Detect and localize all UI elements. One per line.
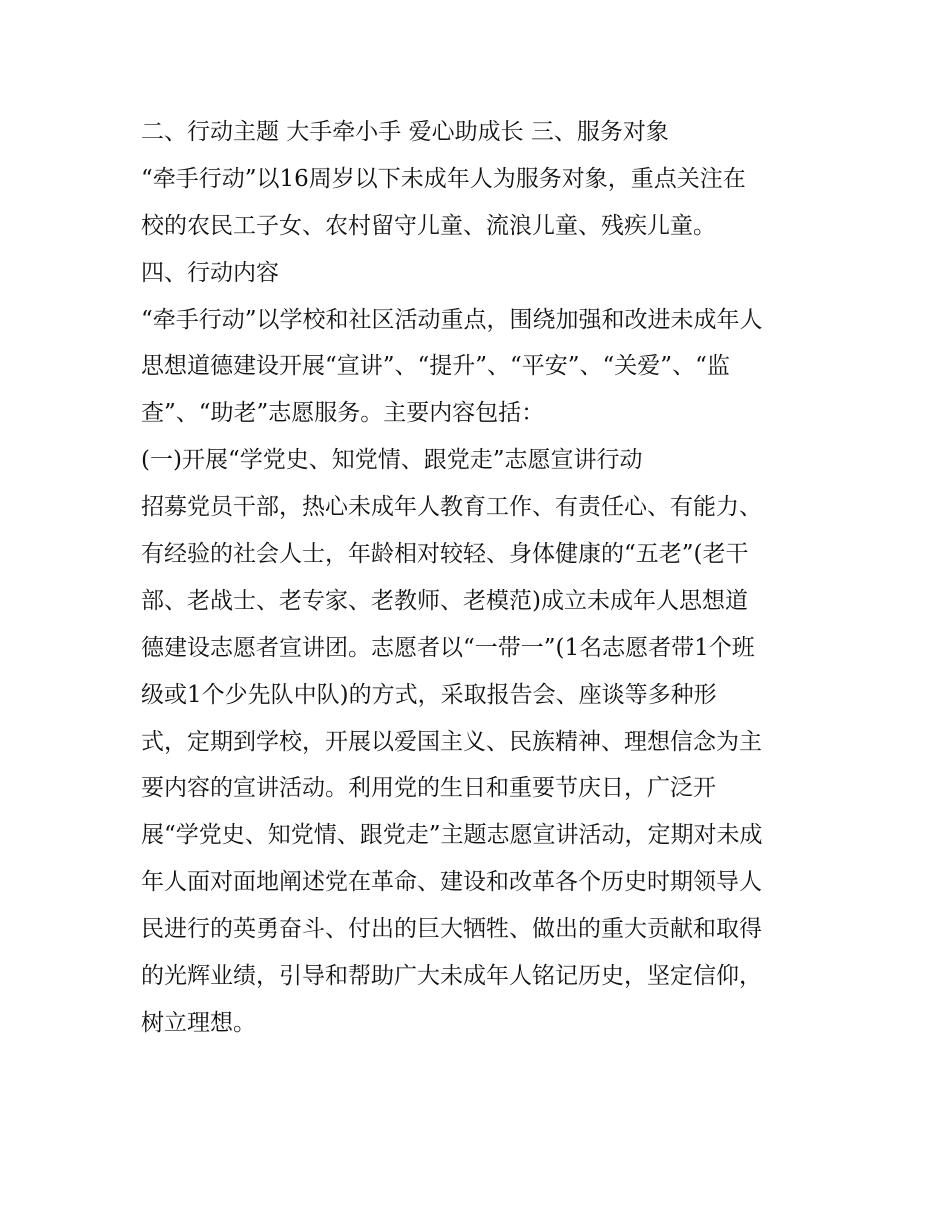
- text-line: 展“学党史、知党情、跟党走”主题志愿宣讲活动，定期对未成: [141, 822, 763, 849]
- text-line: 德建设志愿者宣讲团。志愿者以“一带一”(1名志愿者带1个班: [141, 634, 755, 661]
- text-line: 民进行的英勇奋斗、付出的巨大牺牲、做出的重大贡献和取得: [141, 916, 762, 943]
- text-line: 树立理想。: [141, 1009, 256, 1036]
- text-line-section-4-heading: 四、行动内容: [141, 259, 279, 286]
- text-line-subsection-heading: (一)开展“学党史、知党情、跟党走”志愿宣讲行动: [141, 447, 643, 474]
- text-line: 级或1个少先队中队)的方式，采取报告会、座谈等多种形: [141, 681, 717, 708]
- text-line: 的光辉业绩，引导和帮助广大未成年人铭记历史，坚定信仰，: [141, 963, 762, 990]
- text-line: 部、老战士、老专家、老教师、老模范)成立未成年人思想道: [141, 587, 748, 614]
- text-line: 式，定期到学校，开展以爱国主义、民族精神、理想信念为主: [141, 728, 762, 755]
- text-line: “牵手行动”以16周岁以下未成年人为服务对象，重点关注在: [141, 165, 746, 192]
- text-line: 校的农民工子女、农村留守儿童、流浪儿童、残疾儿童。: [141, 212, 716, 239]
- text-line: 要内容的宣讲活动。利用党的生日和重要节庆日，广泛开: [141, 775, 716, 802]
- text-line: “牵手行动”以学校和社区活动重点，围绕加强和改进未成年人: [141, 306, 763, 333]
- text-line: 年人面对面地阐述党在革命、建设和改革各个历史时期领导人: [141, 869, 762, 896]
- text-line: 查”、“助老”志愿服务。主要内容包括：: [141, 400, 545, 427]
- text-line: 招募党员干部，热心未成年人教育工作、有责任心、有能力、: [141, 494, 762, 521]
- text-line: 有经验的社会人士，年龄相对较轻、身体健康的“五老”(老干: [141, 541, 749, 568]
- document-body: [141, 109, 831, 1047]
- text-line: 思想道德建设开展“宣讲”、“提升”、“平安”、“关爱”、“监: [141, 353, 730, 380]
- text-line-section-2-3-heading: 二、行动主题 大手牵小手 爱心助成长 三、服务对象: [141, 119, 669, 145]
